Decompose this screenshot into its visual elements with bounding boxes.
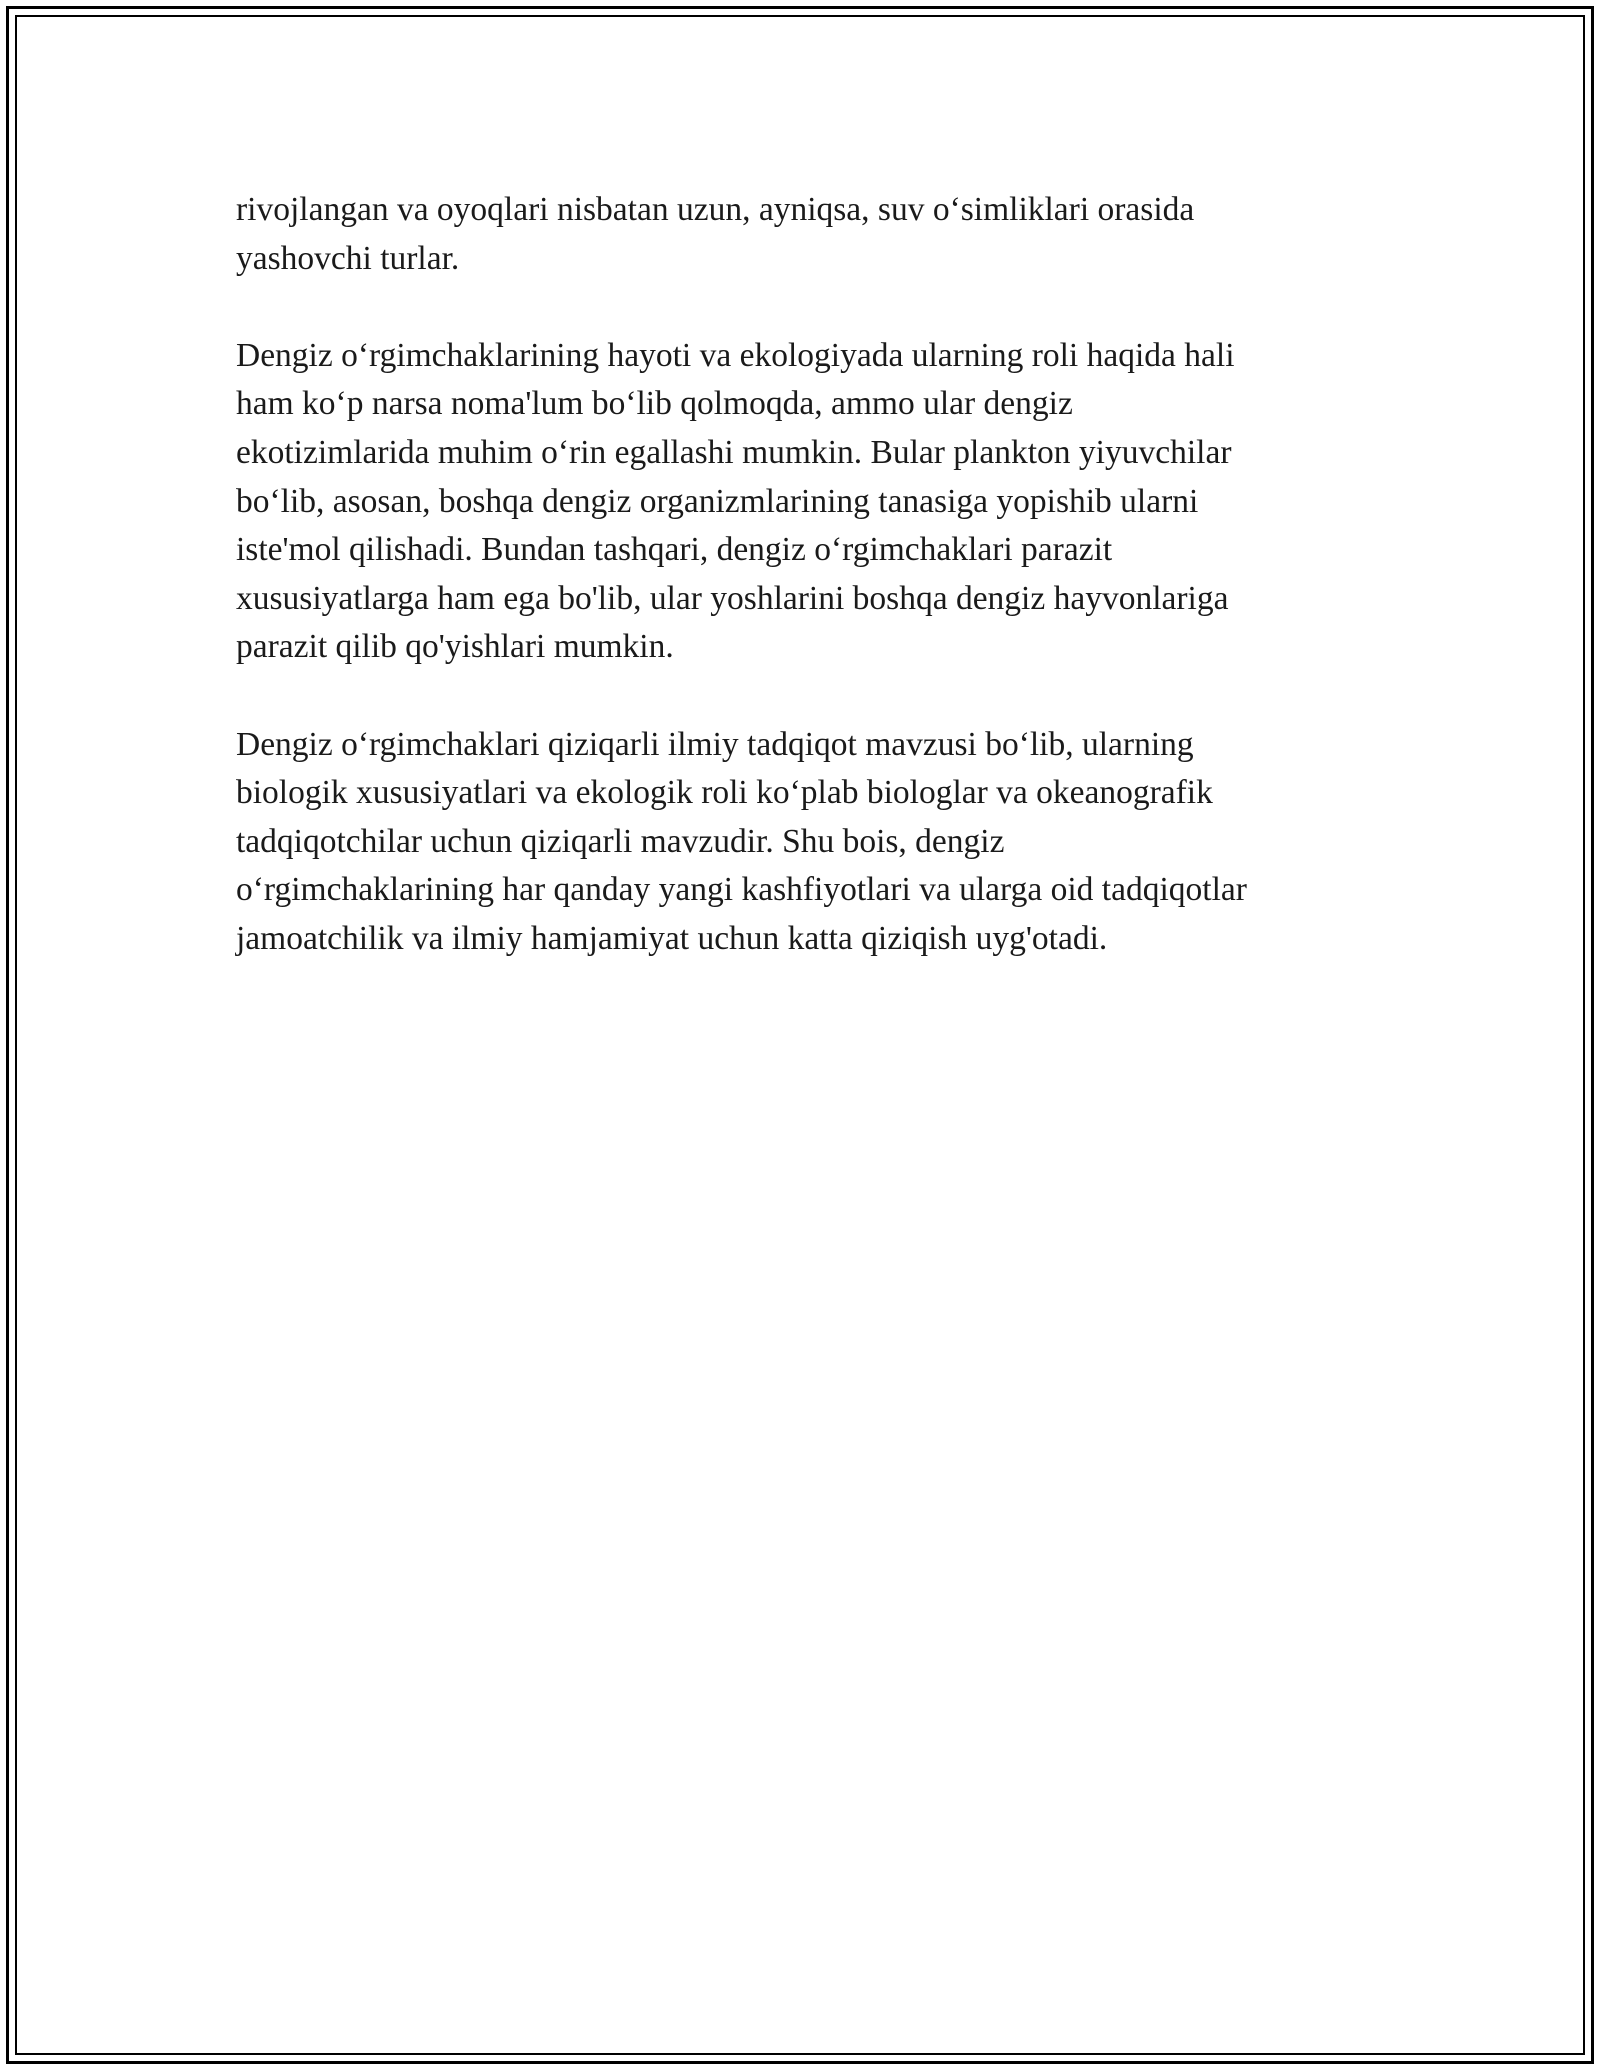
text-line: ekotizimlarida muhim o‘rin egallashi mumkin. Bular plankton yiyuvchilar	[236, 433, 1232, 471]
text-line: rivojlangan va oyoqlari nisbatan uzun, ayniqsa, suv o‘simliklari orasida	[236, 191, 1195, 228]
text-line: Dengiz o‘rgimchaklarining hayoti va ekologiyada ularning roli haqida hali	[236, 336, 1235, 374]
paragraph-3	[236, 721, 1366, 964]
text-line: Dengiz o‘rgimchaklari qiziqarli ilmiy tadqiqot mavzusi bo‘lib, ularning	[236, 725, 1194, 763]
document-body	[236, 186, 1366, 1012]
text-line: tadqiqotchilar uchun qiziqarli mavzudir. Shu bois, dengiz	[236, 822, 1005, 860]
text-line: ham ko‘p narsa noma'lum bo‘lib qolmoqda, ammo ular dengiz	[236, 385, 1073, 423]
text-line: iste'mol qilishadi. Bundan tashqari, dengiz o‘rgimchaklari parazit	[236, 531, 1113, 569]
text-line: o‘rgimchaklarining har qanday yangi kashfiyotlari va ularga oid tadqiqotlar	[236, 871, 1247, 909]
paragraph-2	[236, 332, 1366, 672]
text-line: xususiyatlarga ham ega bo'lib, ular yoshlarini boshqa dengiz hayvonlariga	[236, 579, 1229, 617]
text-line: jamoatchilik va ilmiy hamjamiyat uchun katta qiziqish uyg'otadi.	[236, 919, 1108, 957]
text-line: bo‘lib, asosan, boshqa dengiz organizmlarining tanasiga yopishib ularni	[236, 482, 1199, 520]
text-line: biologik xususiyatlari va ekologik roli ko‘plab biologlar va okeanografik	[236, 774, 1213, 812]
text-line: parazit qilib qo'yishlari mumkin.	[236, 628, 674, 666]
text-line: yashovchi turlar.	[236, 239, 460, 277]
paragraph-1	[236, 186, 1366, 283]
